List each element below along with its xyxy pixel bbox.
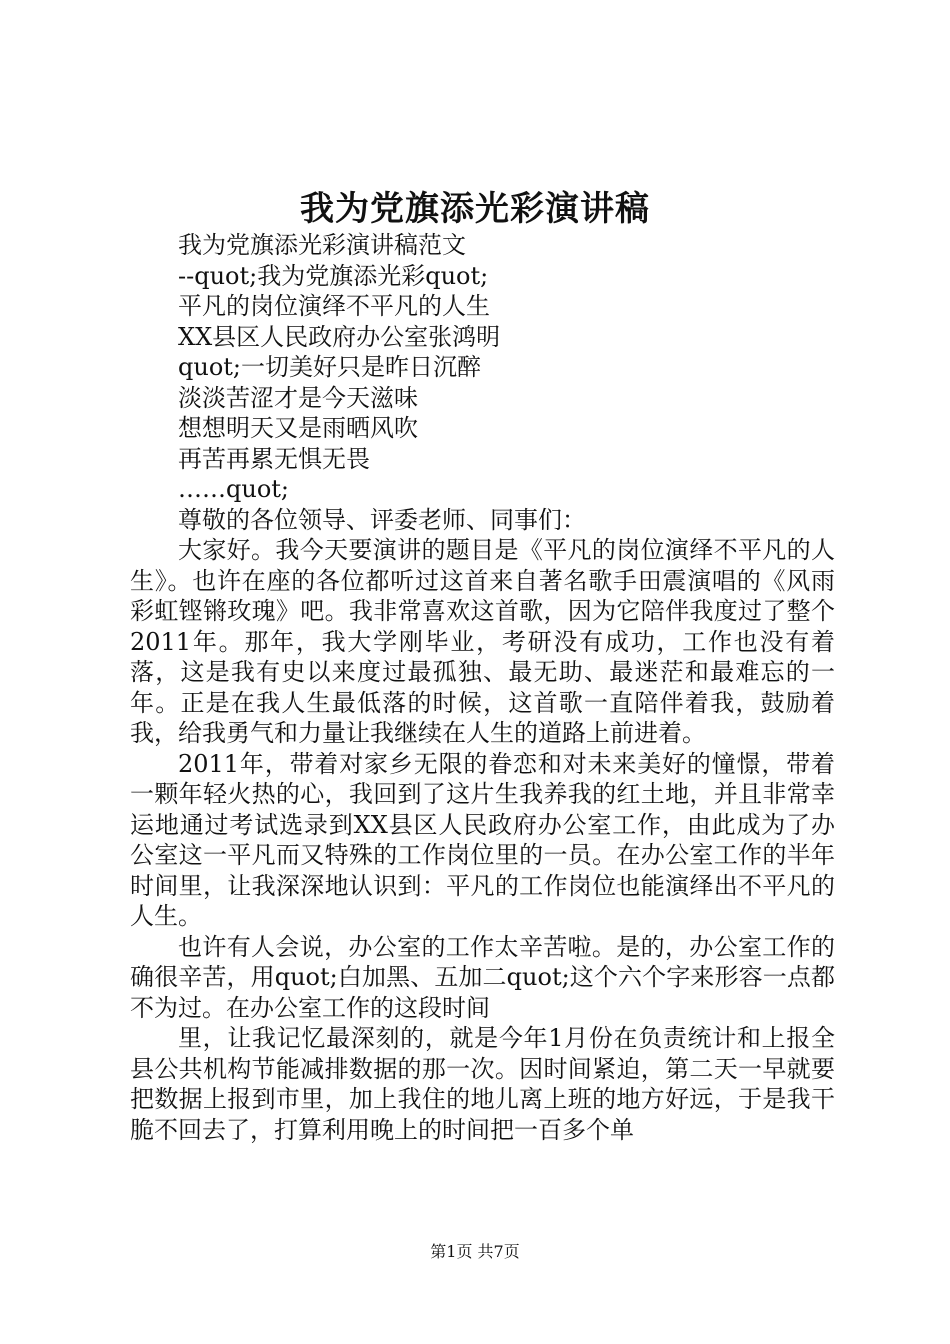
salutation-line: 尊敬的各位领导、评委老师、同事们： — [178, 505, 586, 534]
text-line: 我为党旗添光彩演讲稿范文 — [178, 231, 466, 259]
text-line: ……quot; — [178, 475, 289, 503]
paragraph: 也许有人会说，办公室的工作太辛苦啦。是的，办公室工作的确很辛苦，用quot;白加黑、五加二quot;这个六个字来形容一点都不为过。在办公室工作的这段时间 — [130, 932, 835, 1022]
text-line: 平凡的岗位演绎不平凡的人生 — [178, 292, 490, 320]
text-line: 淡淡苦涩才是今天滋味 — [178, 383, 418, 412]
text-line: XX县区人民政府办公室张鸿明 — [178, 322, 501, 351]
paragraph: 里，让我记忆最深刻的，就是今年1月份在负责统计和上报全县公共机构节能减排数据的那一次。因时间紧迫，第二天一早就要把数据上报到市里，加上我住的地儿离上班的地方好远，于是我干脆不回去了，打算利用晚上的时间把一百多个单 — [130, 1024, 835, 1144]
page-title: 我为党旗添光彩演讲稿 — [300, 189, 650, 229]
text-line: quot;一切美好只是昨日沉醉 — [178, 353, 481, 381]
page-footer: 第1页 共7页 — [430, 1242, 520, 1261]
paragraph: 大家好。我今天要演讲的题目是《平凡的岗位演绎不平凡的人生》。也许在座的各位都听过这首来自著名歌手田震演唱的《风雨彩虹铿锵玫瑰》吧。我非常喜欢这首歌，因为它陪伴我度过了整个2011年。那年，我大学刚毕业，考研没有成功，工作也没有着落，这是我有史以来度过最孤独、最无助、最迷茫和最难忘的一年。正是在我人生最低落的时候，这首歌一直陪伴着我，鼓励着我，给我勇气和力量让我继续在人生的道路上前进着。 — [130, 536, 835, 747]
text-line: 想想明天又是雨晒风吹 — [178, 414, 418, 442]
text-line: 再苦再累无惧无畏 — [178, 444, 370, 473]
document-body — [130, 230, 835, 1145]
text-line: --quot;我为党旗添光彩quot; — [178, 261, 489, 290]
paragraph: 2011年，带着对家乡无限的眷恋和对未来美好的憧憬，带着一颗年轻火热的心，我回到了这片生我养我的红土地，并且非常幸运地通过考试选录到XX县区人民政府办公室工作，由此成为了办公室这一平凡而又特殊的工作岗位里的一员。在办公室工作的半年时间里，让我深深地认识到：平凡的工作岗位也能演绎出不平凡的人生。 — [130, 749, 835, 930]
